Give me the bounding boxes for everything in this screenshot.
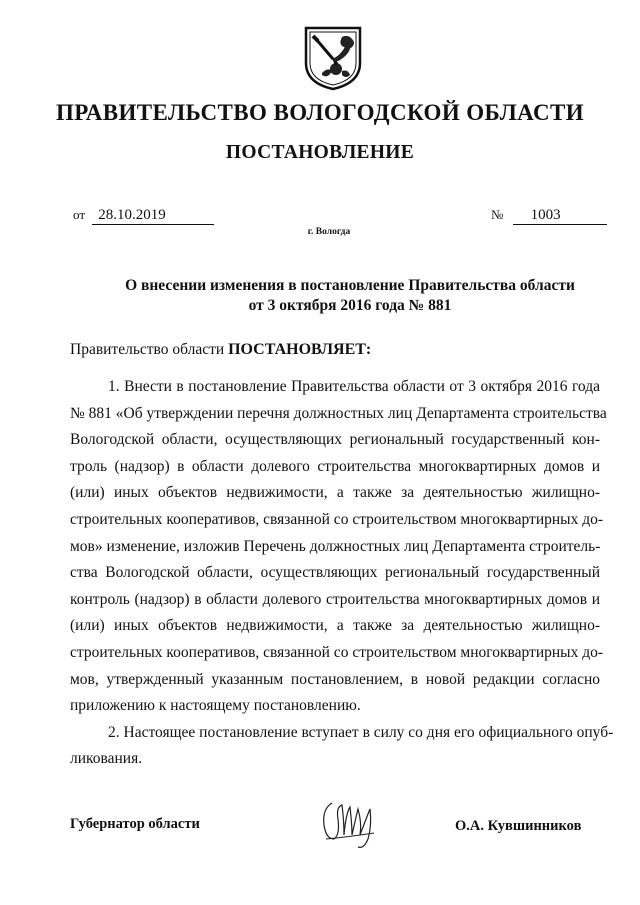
document-body — [70, 374, 614, 773]
body-line: № 881 «Об утверждении перечня должностных лиц Департамента строительства — [70, 404, 607, 422]
body-line: троль (надзор) в области долевого строительства многоквартирных домов и — [70, 457, 600, 475]
subject-line-1: О внесении изменения в постановление Правительства области — [125, 277, 575, 294]
document-city: г. Вологда — [307, 227, 351, 237]
body-line: строительных кооперативов, связанной со строительством многоквартирных до- — [70, 510, 604, 528]
document-date: 28.10.2019 — [92, 207, 214, 225]
body-line: ства Вологодской области, осуществляющих региональный государственный — [70, 564, 600, 582]
body-line: мов» изменение, изложив Перечень должностных лиц Департамента строитель- — [70, 537, 601, 555]
document-type: ПОСТАНОВЛЕНИЕ — [225, 142, 415, 163]
document-number: 1003 — [513, 207, 607, 225]
signatory-name: О.А. Кувшинников — [455, 818, 582, 834]
date-prefix: от — [73, 207, 86, 222]
body-line: 2. Настоящее постановление вступает в силу со дня его официального опуб- — [108, 723, 614, 741]
document-subject — [60, 276, 640, 316]
body-line: приложению к настоящему постановлению. — [70, 697, 361, 715]
subject-line-2: от 3 октября 2016 года № 881 — [248, 297, 452, 314]
number-prefix: № — [491, 207, 504, 222]
signatory-title: Губернатор области — [70, 816, 200, 832]
body-line: 1. Внести в постановление Правительства области от 3 октября 2016 года — [108, 378, 600, 395]
body-line: (или) иных объектов недвижимости, а также за деятельностью жилищно- — [70, 617, 600, 635]
body-line: контроль (надзор) в области долевого строительства многоквартирных домов и — [70, 590, 600, 608]
document-date-row — [73, 207, 214, 225]
body-line: (или) иных объектов недвижимости, а также за деятельностью жилищно- — [70, 484, 600, 502]
resolves-prefix: Правительство области — [70, 341, 225, 358]
handwritten-signature — [318, 795, 380, 855]
resolves-verb: ПОСТАНОВЛЯЕТ: — [228, 341, 372, 358]
body-line: мов, утвержденный указанным постановлением, в новой редакции согласно — [70, 670, 600, 688]
body-line: ликования. — [70, 750, 143, 768]
coat-of-arms-icon — [302, 25, 364, 91]
government-title: ПРАВИТЕЛЬСТВО ВОЛОГОДСКОЙ ОБЛАСТИ — [55, 100, 585, 125]
document-number-row — [491, 207, 607, 225]
resolves-statement — [70, 341, 371, 359]
body-line: строительных кооперативов, связанной со строительством многоквартирных до- — [70, 643, 604, 661]
body-line: Вологодской области, осуществляющих региональный государственный кон- — [70, 431, 600, 449]
